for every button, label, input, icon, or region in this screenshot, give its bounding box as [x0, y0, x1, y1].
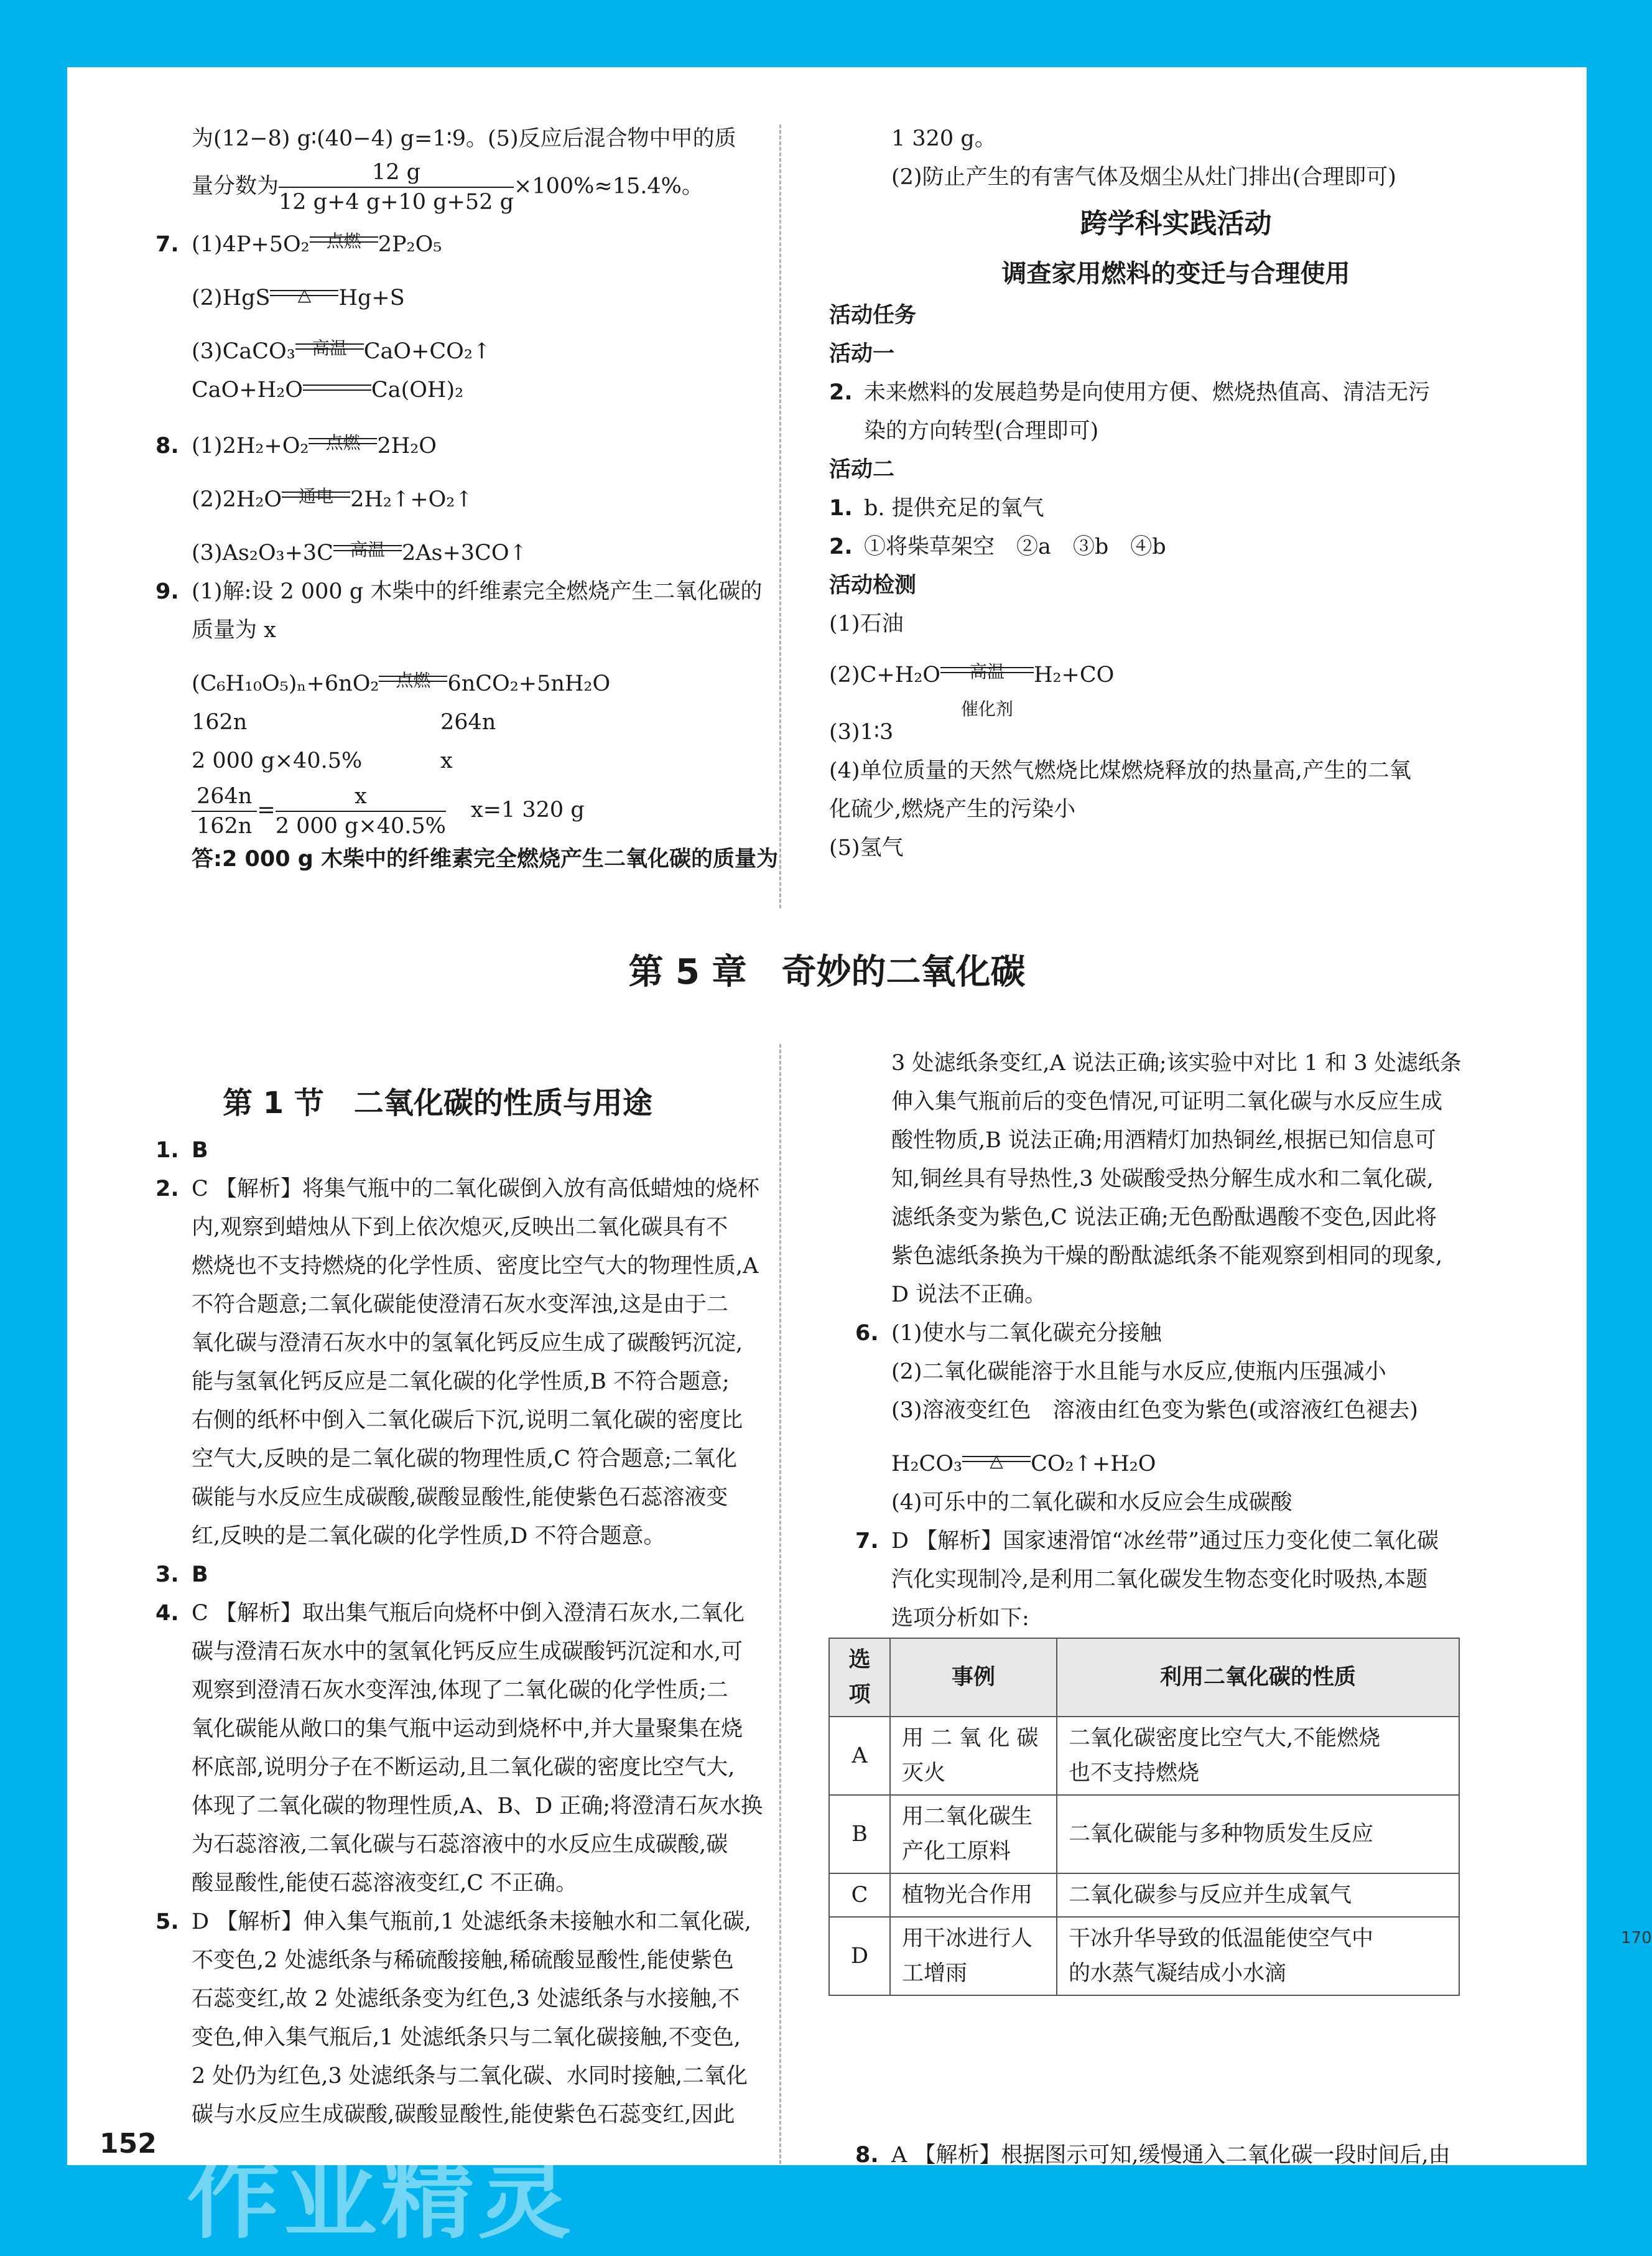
text-line: 氧化碳与澄清石灰水中的氢氧化钙反应生成了碳酸钙沉淀, [192, 1331, 743, 1356]
text-line: 变色,伸入集气瓶后,1 处滤纸条只与二氧化碳接触,不变色, [192, 2025, 741, 2050]
eq-right: 2As+3CO↑ [401, 541, 527, 566]
eq-left: (2)2H₂O [192, 487, 282, 512]
text-line: (1)石油 [829, 612, 904, 636]
numerator: 12 g [279, 158, 514, 188]
text-line: 碳与澄清石灰水中的氢氧化钙反应生成碳酸钙沉淀和水,可 [192, 1639, 743, 1664]
question-number: 1. [829, 496, 853, 521]
eq-line [129, 480, 825, 519]
table-cell [1057, 1795, 1459, 1873]
activity-subtitle: 调查家用燃料的变迁与合理使用 [1001, 259, 1350, 288]
text: ×100%≈15.4%。 [514, 174, 703, 199]
text-line: (2)二氧化碳能溶于水且能与水反应,使瓶内压强减小 [891, 1359, 1386, 1384]
text-line: 伸入集气瓶前后的变色情况,可证明二氧化碳与水反应生成 [891, 1089, 1443, 1114]
eq-line [129, 332, 825, 371]
eq-right: 2H₂O [377, 434, 437, 459]
table-cell [1057, 1873, 1459, 1917]
table-row [829, 1873, 1459, 1917]
eq-left: (1)4P+5O₂ [192, 232, 310, 257]
table-header: 事例 [890, 1638, 1057, 1717]
eq-right: 2H₂↑+O₂↑ [350, 487, 473, 512]
text-line: 为(12−8) g∶(40−4) g=1∶9。(5)反应后混合物中甲的质 [192, 126, 736, 151]
table-cell [890, 1873, 1057, 1917]
double-line [333, 545, 402, 551]
text: B [192, 1138, 208, 1163]
question-number: 6. [855, 1321, 879, 1346]
double-line [310, 236, 378, 243]
text-line: 能与氢氧化钙反应是二氧化碳的化学性质,B 不符合题意; [192, 1369, 730, 1394]
double-line [270, 290, 338, 296]
double-line [940, 667, 1034, 673]
eq-right: 6nCO₂+5nH₂O [447, 671, 611, 696]
double-line [303, 385, 371, 391]
question-number: 4. [155, 1601, 179, 1626]
table-header: 选项 [829, 1638, 890, 1717]
condition: 高温 [312, 338, 347, 358]
question-number: 2. [155, 1177, 179, 1201]
reaction-arrow [303, 391, 371, 397]
numerator: 264n [192, 782, 257, 812]
answer-item [129, 1903, 825, 1941]
text-line: (4)单位质量的天然气燃烧比煤燃烧释放的热量高,产生的二氧 [829, 758, 1411, 783]
fraction [276, 782, 446, 841]
table-header-row [829, 1638, 1459, 1717]
section-label: 活动二 [829, 457, 895, 482]
answer-item [129, 1170, 825, 1208]
q9-line [129, 572, 825, 611]
condition: 通电 [299, 486, 334, 506]
left-top-column [129, 119, 825, 879]
table-cell: D [829, 1917, 890, 1995]
activity-title: 跨学科实践活动 [1080, 208, 1272, 240]
denominator: 162n [197, 813, 253, 839]
text: (1)使水与二氧化碳充分接触 [891, 1321, 1162, 1346]
condition: 催化剂 [960, 699, 1013, 719]
q8-line [129, 427, 825, 465]
eq-line [129, 664, 825, 703]
answer-item [829, 2136, 1523, 2174]
double-line [295, 343, 364, 350]
left-bottom-column [129, 1075, 825, 2134]
section-label: 活动一 [829, 342, 895, 366]
right-bottom-column [829, 1044, 1523, 1638]
item [829, 373, 1523, 412]
column-divider [779, 124, 781, 908]
q7-line [129, 225, 825, 264]
eq-left: (3)CaCO₃ [192, 339, 295, 364]
table-cell [1057, 1717, 1459, 1795]
condition: 点燃 [325, 432, 361, 453]
cell-line: 用干冰进行人 [902, 1926, 1033, 1951]
double-line [962, 1456, 1031, 1462]
text-line: 知,铜丝具有导热性,3 处碳酸受热分解生成水和二氧化碳, [891, 1167, 1434, 1191]
text: 未来燃料的发展趋势是向使用方便、燃烧热值高、清洁无污 [864, 380, 1431, 405]
text-line: (5)氢气 [829, 836, 904, 860]
page [67, 67, 1652, 2168]
text-line: (3)溶液变红色 溶液由红色变为紫色(或溶液红色褪去) [891, 1398, 1418, 1423]
question-number: 7. [155, 232, 179, 257]
item [829, 489, 1523, 528]
eq-left: (C₆H₁₀O₅)ₙ+6nO₂ [192, 671, 379, 696]
numerator: x [276, 782, 446, 812]
eq-left: H₂CO₃ [891, 1452, 963, 1476]
denominator: 2 000 g×40.5% [275, 813, 446, 839]
text: x [440, 748, 453, 773]
question-number: 8. [855, 2143, 879, 2168]
text: C 【解析】取出集气瓶后向烧杯中倒入澄清石灰水,二氧化 [192, 1601, 745, 1626]
column-divider [779, 1044, 781, 2164]
text-line: 3 处滤纸条变红,A 说法正确;该实验中对比 1 和 3 处滤纸条 [891, 1051, 1462, 1076]
cell-line: 用 二 氧 化 碳 [902, 1726, 1039, 1751]
cell-line: 的水蒸气凝结成小水滴 [1069, 1961, 1287, 1986]
answer-item [129, 1555, 825, 1594]
text: (1)解:设 2 000 g 木柴中的纤维素完全燃烧产生二氧化碳的 [192, 579, 763, 604]
section-label: 活动任务 [829, 303, 917, 328]
cell-line: 二氧化碳能与多种物质发生反应 [1069, 1822, 1374, 1847]
question-number: 9. [155, 579, 179, 604]
answer-item [129, 1594, 825, 1633]
answer-item [829, 1522, 1523, 1560]
question-number: 5. [155, 1909, 179, 1934]
text: 2 000 g×40.5% [192, 748, 363, 773]
text-line: 燃烧也不支持燃烧的化学性质、密度比空气大的物理性质,A [192, 1254, 759, 1279]
text-line: 观察到澄清石灰水变浑浊,体现了二氧化碳的化学性质;二 [192, 1678, 728, 1703]
cell-line: 工增雨 [902, 1961, 968, 1986]
page-number: 152 [100, 2128, 157, 2160]
watermark-logo: 作业精灵 [187, 2143, 575, 2252]
condition: 点燃 [326, 231, 361, 251]
cell-line: 灭火 [902, 1761, 946, 1786]
condition: 高温 [350, 539, 385, 560]
double-line [379, 676, 447, 682]
table-header: 利用二氧化碳的性质 [1057, 1638, 1459, 1717]
question-number: 8. [155, 434, 179, 459]
section-label: 活动检测 [829, 573, 917, 598]
condition: △ [990, 1450, 1003, 1471]
text-line: 体现了二氧化碳的物理性质,A、B、D 正确;将澄清石灰水换 [192, 1794, 763, 1819]
text: 答:2 000 g 木柴中的纤维素完全燃烧产生二氧化碳的质量为 [192, 847, 779, 872]
text-line: 杯底部,说明分子在不断运动,且二氧化碳的密度比空气大, [192, 1755, 735, 1780]
fraction-line [129, 158, 825, 215]
cell-line: 二氧化碳密度比空气大,不能燃烧 [1069, 1726, 1381, 1751]
question-number: 7. [855, 1529, 879, 1554]
text-line: 染的方向转型(合理即可) [864, 419, 1099, 444]
condition: 高温 [969, 661, 1005, 682]
answer-line [129, 840, 825, 879]
eq-left: (3)As₂O₃+3C [192, 541, 333, 566]
text-line: 汽化实现制冷,是利用二氧化碳发生物态变化时吸热,本题 [891, 1567, 1428, 1592]
text-line: 质量为 x [192, 618, 276, 643]
question-number: 1. [155, 1138, 179, 1163]
cell-line: 也不支持燃烧 [1069, 1761, 1200, 1786]
text-line: 不符合题意;二氧化碳能使澄清石灰水变浑浊,这是由于二 [192, 1292, 728, 1317]
question-number: 2. [829, 380, 853, 405]
eq-left: (2)C+H₂O [829, 663, 940, 688]
text-line: 石蕊变红,故 2 处滤纸条变为红色,3 处滤纸条与水接触,不 [192, 1987, 740, 2011]
text-line: 为石蕊溶液,二氧化碳与石蕊溶液中的水反应生成碳酸,碳 [192, 1832, 728, 1857]
cell-line: 二氧化碳参与反应并生成氧气 [1069, 1883, 1352, 1908]
text: 162n [192, 710, 248, 735]
double-line [282, 492, 350, 498]
text-line: 碳能与水反应生成碳酸,碳酸显酸性,能使紫色石蕊溶液变 [192, 1485, 728, 1510]
cell-line: 用二氧化碳生 [902, 1804, 1033, 1829]
eq-right: Ca(OH)₂ [371, 378, 464, 403]
chapter-title: 第 5 章 奇妙的二氧化碳 [628, 952, 1026, 992]
text-line: (3)1∶3 [829, 720, 894, 745]
answer-item [829, 1314, 1523, 1353]
ratio-line [129, 742, 825, 780]
cell-line: 干冰升华导致的低温能使空气中 [1069, 1926, 1374, 1951]
text-line: (4)可乐中的二氧化碳和水反应会生成碳酸 [891, 1490, 1292, 1515]
eq-right: H₂+CO [1033, 663, 1115, 688]
text: 264n [440, 710, 496, 735]
right-top-column [829, 119, 1523, 867]
text: 量分数为 [192, 174, 279, 199]
item [829, 528, 1523, 566]
text-line: D 说法不正确。 [891, 1282, 1047, 1307]
text-line: (2)防止产生的有害气体及烟尘从灶门排出(合理即可) [891, 165, 1396, 190]
text-line: 2 处仍为红色,3 处滤纸条与二氧化碳、水同时接触,二氧化 [192, 2064, 748, 2089]
eq-line [829, 1445, 1523, 1483]
eq-left: CaO+H₂O [192, 378, 303, 403]
table-cell: B [829, 1795, 890, 1873]
text-line: 碳与水反应生成碳酸,碳酸显酸性,能使紫色石蕊变红,因此 [192, 2102, 735, 2127]
table-row [829, 1917, 1459, 1995]
text-line: 化硫少,燃烧产生的污染小 [829, 797, 1076, 822]
text-line: 1 320 g。 [891, 126, 996, 151]
denominator: 12 g+4 g+10 g+52 g [279, 190, 514, 215]
eq-line [129, 534, 825, 572]
cell-line: 产化工原料 [902, 1839, 1011, 1864]
text: b. 提供充足的氧气 [864, 496, 1044, 521]
question-number: 3. [155, 1562, 179, 1587]
text-line: 红,反映的是二氧化碳的化学性质,D 不符合题意。 [192, 1524, 666, 1549]
text: D 【解析】国家速滑馆“冰丝带”通过压力变化使二氧化碳 [891, 1529, 1439, 1554]
text-line: 酸显酸性,能使石蕊溶液变红,C 不正确。 [192, 1871, 578, 1896]
text: A 【解析】根据图示可知,缓慢通入二氧化碳一段时间后,由 [891, 2143, 1450, 2168]
text-line: 选项分析如下: [891, 1606, 1029, 1631]
text-line: 氧化碳能从敞口的集气瓶中运动到烧杯中,并大量聚集在烧 [192, 1717, 743, 1741]
condition: 点燃 [396, 670, 431, 691]
table-cell [890, 1917, 1057, 1995]
table-cell: A [829, 1717, 890, 1795]
text: x=1 320 g [470, 798, 585, 823]
answer-item [129, 1131, 825, 1170]
eq-left: (2)HgS [192, 286, 271, 310]
table-cell [890, 1717, 1057, 1795]
table-row [829, 1717, 1459, 1795]
eq-right: 2P₂O₅ [378, 232, 442, 257]
text: C 【解析】将集气瓶中的二氧化碳倒入放有高低蜡烛的烧杯 [192, 1177, 759, 1201]
section-title: 第 1 节 二氧化碳的性质与用途 [223, 1086, 652, 1121]
text-line: 不变色,2 处滤纸条与稀硫酸接触,稀硫酸显酸性,能使紫色 [192, 1948, 734, 1973]
eq-right: CO₂↑+H₂O [1031, 1452, 1156, 1476]
text-line: 右侧的纸杯中倒入二氧化碳后下沉,说明二氧化碳的密度比 [192, 1408, 743, 1433]
eq-line [129, 279, 825, 317]
table-cell: C [829, 1873, 890, 1917]
cell-line: 植物光合作用 [902, 1883, 1033, 1908]
text-line: 酸性物质,B 说法正确;用酒精灯加热铜丝,根据已知信息可 [891, 1128, 1436, 1153]
side-page-number: 170 [1621, 1929, 1652, 1947]
text-line: 内,观察到蜡烛从下到上依次熄灭,反映出二氧化碳具有不 [192, 1215, 728, 1240]
question-number: 2. [829, 534, 853, 559]
condition: △ [297, 284, 312, 305]
text-line: 空气大,反映的是二氧化碳的物理性质,C 符合题意;二氧化 [192, 1447, 737, 1471]
text: D 【解析】伸入集气瓶前,1 处滤纸条未接触水和二氧化碳, [192, 1909, 751, 1934]
table-row [829, 1795, 1459, 1873]
eq-right: CaO+CO₂↑ [363, 339, 491, 364]
double-line [309, 438, 377, 444]
table-cell [890, 1795, 1057, 1873]
eq-right: Hg+S [338, 286, 405, 310]
text-line: 紫色滤纸条换为干燥的酚酞滤纸条不能观察到相同的现象, [891, 1244, 1443, 1269]
text: B [192, 1562, 208, 1587]
table-cell [1057, 1917, 1459, 1995]
fraction [192, 782, 257, 841]
options-table [828, 1638, 1460, 1996]
ratio-line [129, 703, 825, 742]
text-line: 滤纸条变为紫色,C 说法正确;无色酚酞遇酸不变色,因此将 [891, 1205, 1437, 1230]
eq-line [829, 656, 1523, 719]
proportion-line: $\frac{264n}{162n}$ = $\frac{x}{2 000 g\times 40.5\%}$ x=1 320 g [129, 780, 825, 840]
fraction [279, 158, 514, 217]
q8-bottom [829, 2136, 1523, 2174]
text: ①将柴草架空 ②a ③b ④b [864, 534, 1166, 559]
eq-line [129, 371, 825, 409]
eq-left: (1)2H₂+O₂ [192, 434, 309, 459]
